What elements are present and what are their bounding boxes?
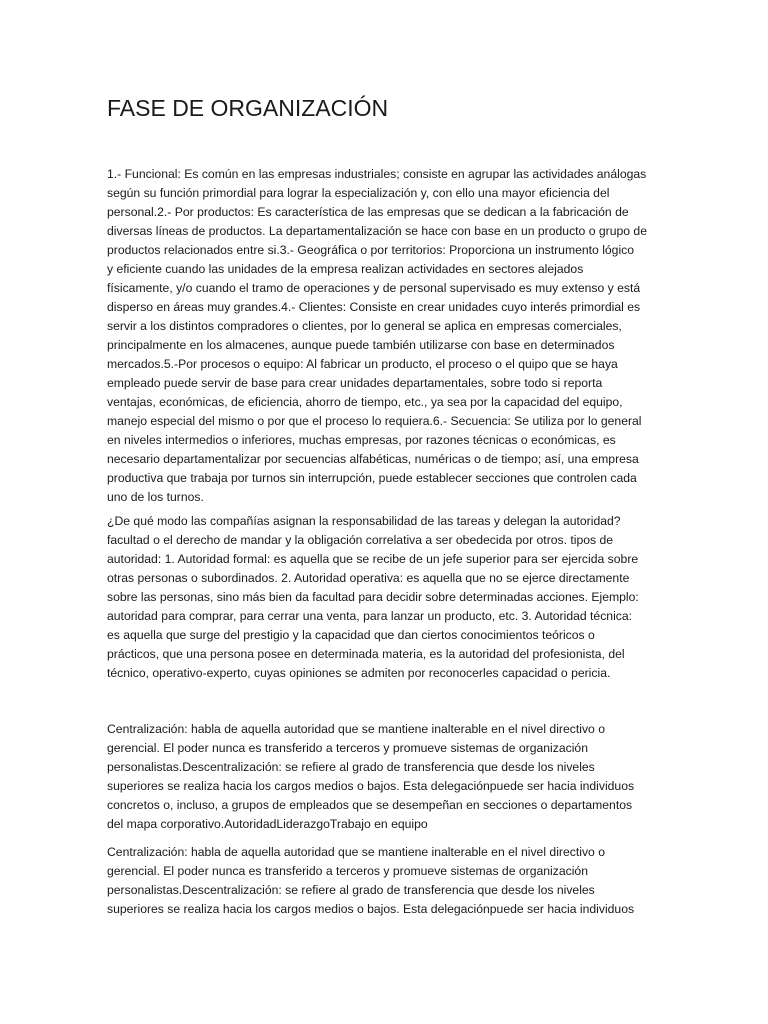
text-line: autoridad para comprar, para cerrar una venta, para lanzar un producto, etc. 3. Autoridad técnica: — [107, 609, 633, 623]
text-line: superiores se realiza hacia los cargos medios o bajos. Esta delegaciónpuede ser hacia individuos — [107, 902, 635, 916]
text-line: en niveles intermedios o inferiores, muchas empresas, por razones técnicas o económicas, es — [107, 433, 616, 447]
text-line: principalmente en los almacenes, aunque puede también utilizarse con base en determinados — [107, 338, 615, 352]
text-line: servir a los distintos compradores o clientes, por lo general se aplica en empresas comerciales, — [107, 319, 622, 333]
text-line: personal.2.- Por productos: Es característica de las empresas que se dedican a la fabricación de — [107, 205, 629, 219]
text-line: físicamente, y/o cuando el tramo de operaciones y de personal supervisado es muy extenso y está — [107, 281, 641, 295]
text-line: manejo especial del mismo o por que el proceso lo requiera.6.- Secuencia: Se utiliza por lo general — [107, 414, 642, 428]
text-line: empleado puede servir de base para crear unidades departamentales, sobre todo si reporta — [107, 376, 603, 390]
text-line: personalistas.Descentralización: se refiere al grado de transferencia que desde los niveles — [107, 883, 595, 897]
text-line: necesario departamentalizar por secuencias alfabéticas, numéricas o de tiempo; así, una empresa — [107, 452, 639, 466]
paragraph-departmentalization-types — [107, 165, 667, 507]
text-line: es aquella que surge del prestigio y la capacidad que dan ciertos conocimientos teóricos o — [107, 628, 595, 642]
text-line: ventajas, económicas, de eficiencia, ahorro de tiempo, etc., ya sea por la capacidad del equipo, — [107, 395, 623, 409]
text-line: y eficiente cuando las unidades de la empresa realizan actividades en sectores alejados — [107, 262, 584, 276]
text-line: del mapa corporativo.AutoridadLiderazgoTrabajo en equipo — [107, 817, 428, 831]
text-line: 1.- Funcional: Es común en las empresas industriales; consiste en agrupar las actividades análogas — [107, 167, 647, 181]
paragraph-centralization-repeat — [107, 843, 667, 919]
text-line: facultad o el derecho de mandar y la obligación correlativa a ser obedecida por otros. tipos de — [107, 533, 614, 547]
text-line: Centralización: habla de aquella autoridad que se mantiene inalterable en el nivel directivo o — [107, 722, 605, 736]
text-line: según su función primordial para lograr la especialización y, con ello una mayor eficiencia del — [107, 186, 610, 200]
text-line: ¿De qué modo las compañías asignan la responsabilidad de las tareas y delegan la autoridad? — [107, 514, 621, 528]
text-line: superiores se realiza hacia los cargos medios o bajos. Esta delegaciónpuede ser hacia individuos — [107, 779, 635, 793]
text-line: productiva que trabaja por turnos sin interrupción, puede establecer secciones que controlen cada — [107, 471, 637, 485]
paragraph-authority — [107, 512, 667, 683]
text-line: productos relacionados entre si.3.- Geográfica o por territorios: Proporciona un instrumento lógico — [107, 243, 635, 257]
text-line: gerencial. El poder nunca es transferido a terceros y promueve sistemas de organización — [107, 864, 588, 878]
document-title: FASE DE ORGANIZACIÓN — [107, 95, 389, 121]
text-line: mercados.5.-Por procesos o equipo: Al fabricar un producto, el proceso o el quipo que se haya — [107, 357, 618, 371]
text-line: otras personas o subordinados. 2. Autoridad operativa: es aquella que no se ejerce directamente — [107, 571, 630, 585]
text-line: técnico, operativo-experto, cuyas opiniones se admiten por reconocerles capacidad o pericia. — [107, 666, 611, 680]
text-line: gerencial. El poder nunca es transferido a terceros y promueve sistemas de organización — [107, 741, 588, 755]
text-line: autoridad: 1. Autoridad formal: es aquella que se recibe de un jefe superior para ser ejercida sobre — [107, 552, 639, 566]
text-line: disperso en áreas muy grandes.4.- Clientes: Consiste en crear unidades cuyo interés primordial es — [107, 300, 641, 314]
paragraph-centralization — [107, 720, 667, 834]
text-line: uno de los turnos. — [107, 490, 204, 504]
text-line: personalistas.Descentralización: se refiere al grado de transferencia que desde los niveles — [107, 760, 595, 774]
text-line: sobre las personas, sino más bien da facultad para decidir sobre determinadas acciones. Ejemplo: — [107, 590, 639, 604]
text-line: concretos o, incluso, a grupos de empleados que se desempeñan en secciones o departamentos — [107, 798, 633, 812]
text-line: prácticos, que una persona posee en determinada materia, es la autoridad del profesionista, del — [107, 647, 625, 661]
text-line: diversas líneas de productos. La departamentalización se hace con base en un producto o grupo de — [107, 224, 647, 238]
text-line: Centralización: habla de aquella autoridad que se mantiene inalterable en el nivel directivo o — [107, 845, 605, 859]
